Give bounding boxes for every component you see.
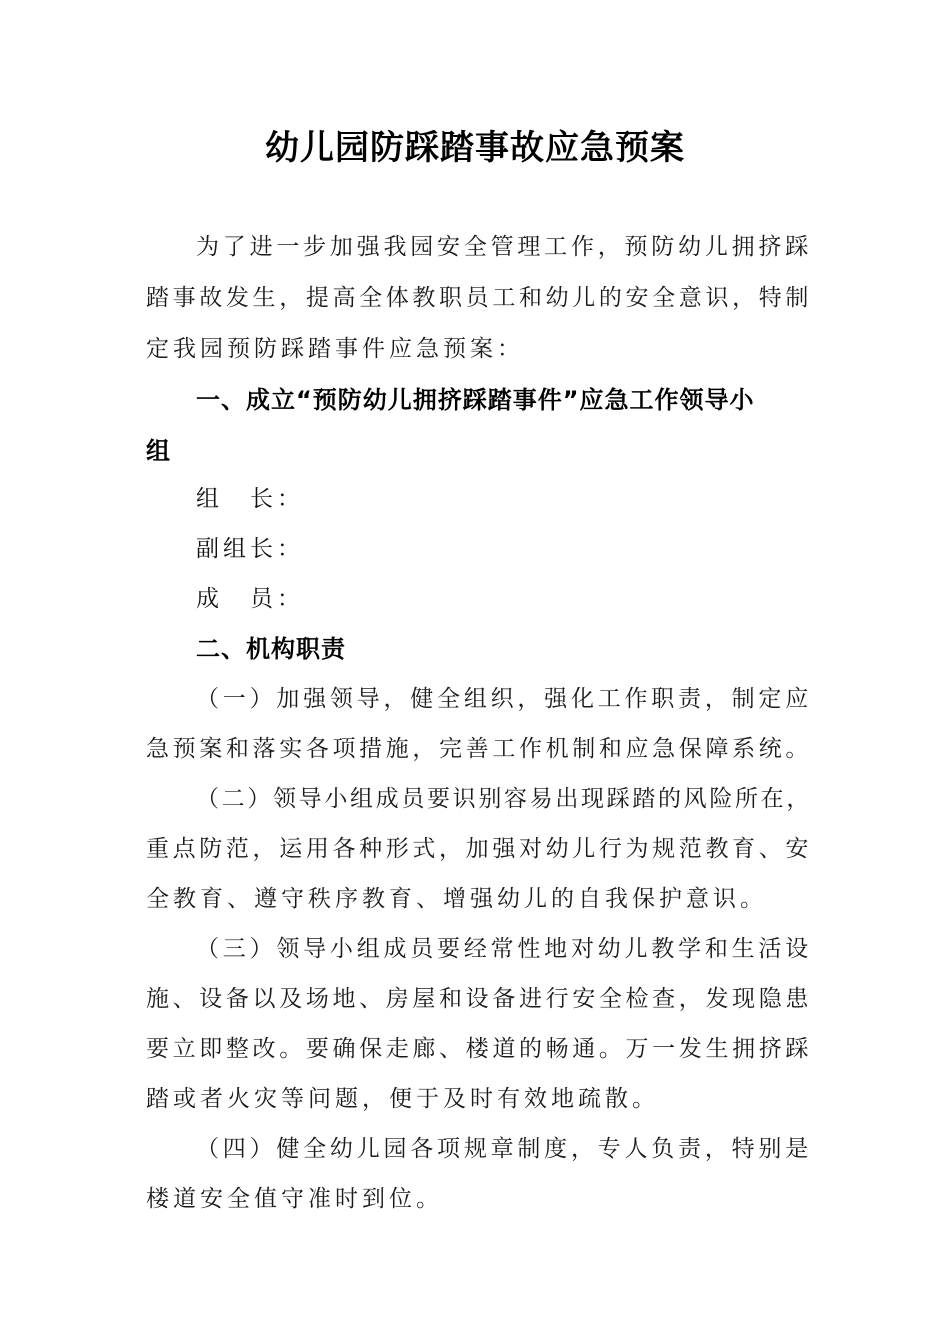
item2-line-2: 重点防范，运用各种形式，加强对幼儿行为规范教育、安 [146, 836, 812, 862]
item3-line-2: 施、设备以及场地、房屋和设备进行安全检查，发现隐患 [146, 986, 812, 1012]
leader-label: 组 长： [196, 486, 304, 512]
document-title: 幼儿园防踩踏事故应急预案 [265, 128, 685, 168]
item1-line-1: （一）加强领导，健全组织，强化工作职责，制定应 [196, 686, 812, 712]
intro-line-3: 定我园预防踩踏事件应急预案： [146, 336, 524, 362]
item2-line-1: （二）领导小组成员要识别容易出现踩踏的风险所在， [196, 786, 812, 812]
intro-line-1: 为了进一步加强我园安全管理工作，预防幼儿拥挤踩 [196, 234, 812, 260]
section1-heading-line-1: 一、成立“预防幼儿拥挤踩踏事件”应急工作领导小 [196, 386, 755, 414]
item3-line-4: 踏或者火灾等问题，便于及时有效地疏散。 [146, 1086, 659, 1112]
section2-heading: 二、机构职责 [196, 635, 346, 663]
item1-line-2: 急预案和落实各项措施，完善工作机制和应急保障系统。 [146, 736, 812, 762]
vice-leader-label: 副组长： [196, 536, 304, 562]
intro-line-2: 踏事故发生，提高全体教职员工和幼儿的安全意识，特制 [146, 285, 812, 311]
members-label: 成 员： [196, 586, 304, 612]
item3-line-1: （三）领导小组成员要经常性地对幼儿教学和生活设 [196, 936, 812, 962]
item4-line-2: 楼道安全值守准时到位。 [146, 1186, 443, 1212]
item4-line-1: （四）健全幼儿园各项规章制度，专人负责，特别是 [196, 1136, 812, 1162]
section1-heading-line-2: 组 [146, 437, 171, 465]
item3-line-3: 要立即整改。要确保走廊、楼道的畅通。万一发生拥挤踩 [146, 1036, 812, 1062]
item2-line-3: 全教育、遵守秩序教育、增强幼儿的自我保护意识。 [146, 886, 767, 912]
